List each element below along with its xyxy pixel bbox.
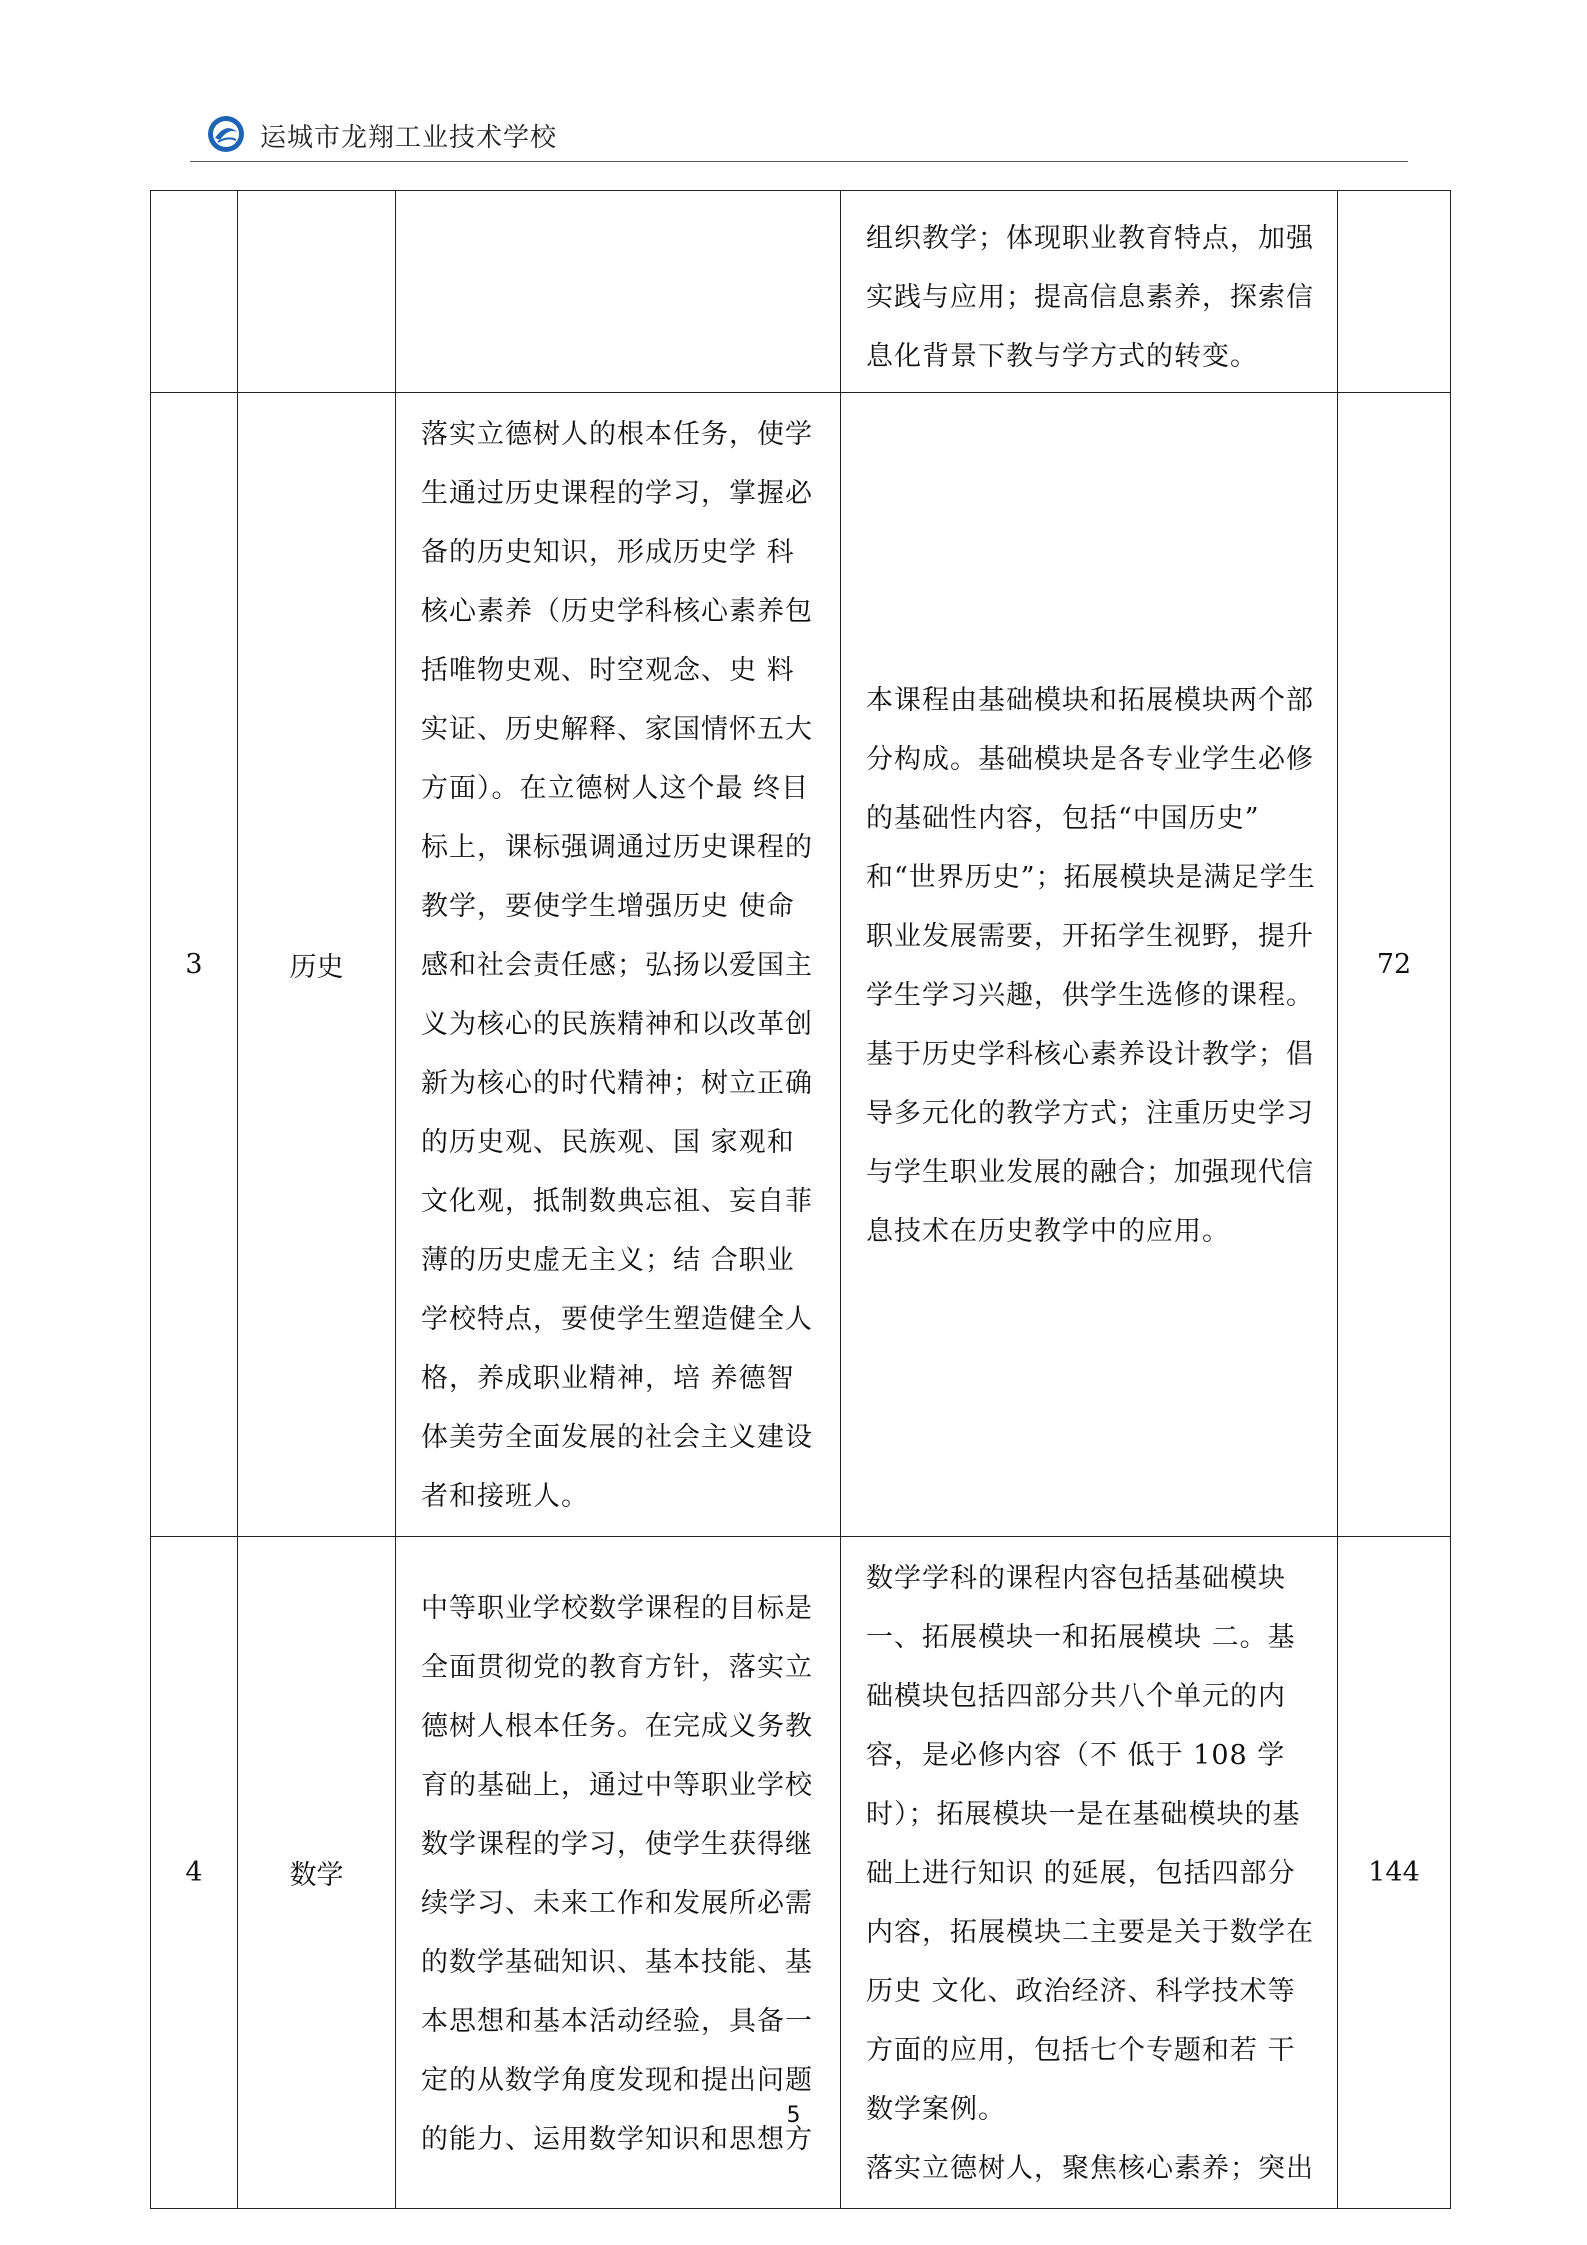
content-cell (841, 393, 1338, 1537)
objective-text: 落实立德树人的根本任务，使学生通过历史课程的学习，掌握必备的历史知识，形成历史学 科核心素养（历史学科核心素养包括唯物史观、时空观念、史 料实证、历史解释、家国情怀五大方面）。在立德树人这个最 终目标上，课标强调通过历史课程的教学，要使学生增强历史 使命感和社会责任感；弘扬以爱国主义为核心的民族精神和以改革创新为核心的时代精神；树立正确的历史观、民族观、国 家观和文化观，抵制数典忘祖、妄自菲薄的历史虚无主义；结 合职业学校特点，要使学生塑造健全人格，养成职业精神，培 养德智体美劳全面发展的社会主义建设者和接班人。 (421, 419, 813, 1512)
page-header (200, 110, 1408, 162)
row-number-cell: 3 (151, 393, 238, 1537)
content-paragraph: 落实立德树人，聚焦核心素养；突出 (866, 2153, 1314, 2184)
content-cell (841, 191, 1338, 393)
header-divider (190, 161, 1408, 162)
course-table (150, 190, 1451, 2209)
hours-cell: 144 (1338, 1537, 1451, 2209)
row-number-cell (151, 191, 238, 393)
course-name-cell (238, 191, 396, 393)
content-paragraph: 本课程由基础模块和拓展模块两个部分构成。基础模块是各专业学生必修的基础性内容，包括“中国历史” 和“世界历史”；拓展模块是满足学生职业发展需要，开拓学生视野，提升学生学习兴趣，供学生选修的课程。 (866, 684, 1316, 1011)
content-paragraph: 基于历史学科核心素养设计教学；倡导多元化的教学方式；注重历史学习与学生职业发展的融合；加强现代信息技术在历史教学中的应用。 (866, 1038, 1314, 1247)
objective-cell (396, 191, 841, 393)
row-number-cell: 4 (151, 1537, 238, 2209)
objective-text: 中等职业学校数学课程的目标是全面贯彻党的教育方针，落实立德树人根本任务。在完成义务教育的基础上，通过中等职业学校数学课程的学习，使学生获得继续学习、未来工作和发展所必需的数学基础知识、基本技能、基本思想和基本活动经验，具备一定的从数学角度发现和提出问题的能力、运用数学知识和思想方 (421, 1592, 813, 2155)
table-row (151, 393, 1451, 1537)
content-paragraph: 组织教学；体现职业教育特点，加强实践与应用；提高信息素养，探索信息化背景下教与学方式的转变。 (866, 223, 1314, 372)
course-name-cell: 历史 (238, 393, 396, 1537)
course-name-cell: 数学 (238, 1537, 396, 2209)
school-name: 运城市龙翔工业技术学校 (260, 123, 558, 153)
hours-cell: 72 (1338, 393, 1451, 1537)
content-paragraph: 数学学科的课程内容包括基础模块一、拓展模块一和拓展模块 二。基础模块包括四部分共八个单元的内容，是必修内容（不 低于 108 学时）；拓展模块一是在基础模块的基础上进行知识 的延展，包括四部分内容，拓展模块二主要是关于数学在历史 文化、政治经济、科学技术等方面的应用，包括七个专题和若 干数学案例。 (866, 1563, 1314, 2125)
page-number: 5 (786, 2103, 801, 2128)
table-row (151, 191, 1451, 393)
hours-cell (1338, 191, 1451, 393)
school-logo-icon (206, 114, 246, 154)
objective-cell (396, 393, 841, 1537)
